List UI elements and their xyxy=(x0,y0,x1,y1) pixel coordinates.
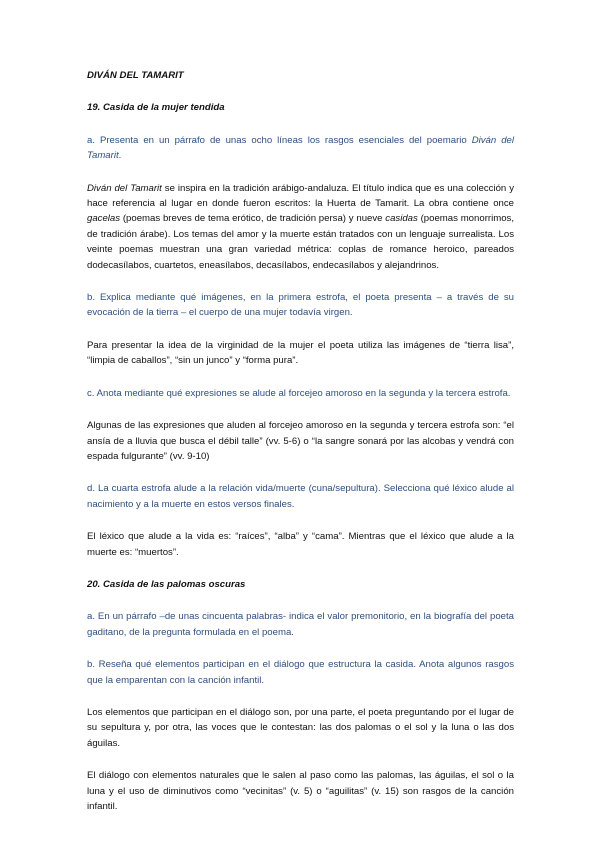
question-2b: b. Reseña qué elementos participan en el diálogo que estructura la casida. Anota algunos rasgos que la emparentan con la canción infantil. xyxy=(87,659,514,686)
text-run: (poemas breves de tema erótico, de tradición persa) y nueve xyxy=(120,213,386,225)
text-run: (poemas monorrimos, de tradición árabe). Los temas del amor y la muerte están tratados con un lenguaje surrealista. Los veinte poemas muestran una gran variedad métrica: coplas de romance heroico, pareados dodecasílabos, cuartetos, eneasílabos, decasílabos, endecasílabos y alejandrinos. xyxy=(87,213,515,271)
question-2a: a. En un párrafo –de unas cincuenta palabras- indica el valor premonitorio, en la biografía del poeta gaditano, de la pregunta formulada en el poema. xyxy=(87,611,514,638)
answer-2b-part2: El diálogo con elementos naturales que le salen al paso como las palomas, las águilas, el sol o la luna y el uso de diminutivos como “vecinitas” (v. 5) o “aguilitas” (v. 15) son rasgos de la canción infantil. xyxy=(87,770,514,812)
italic-title-run: Diván del Tamarit xyxy=(87,182,162,194)
answer-a xyxy=(87,181,514,273)
section-heading-19: 19. Casida de la mujer tendida xyxy=(87,102,225,114)
answer-b: Para presentar la idea de la virginidad de la mujer el poeta utiliza las imágenes de “tierra lisa”, “limpia de caballos”, “sin un junco” y “forma pura”. xyxy=(87,339,514,367)
answer-2b-part1: Los elementos que participan en el diálogo son, por una parte, el poeta preguntando por el lugar de su sepultura y, por otra, las voces que le contestan: las dos palomas o el sol y la luna o las dos águilas. xyxy=(87,706,514,749)
answer-d: El léxico que alude a la vida es: “raíces”, “alba” y “cama”. Mientras que el léxico que alude a la muerte es: “muertos”. xyxy=(87,531,514,558)
text-run: . xyxy=(118,150,122,162)
text-run: a. Presenta en un párrafo de unas ocho líneas los rasgos esenciales del poemario xyxy=(87,134,472,146)
text-run: se inspira en la tradición arábigo-andaluza. El título indica que es una colección y hace referencia al lugar en donde fueron escritos: la Huerta de Tamarit. La obra contiene once xyxy=(87,182,514,210)
section-heading-20: 20. Casida de las palomas oscuras xyxy=(87,578,246,590)
italic-title-run: Diván del Tamarit xyxy=(87,134,514,162)
answer-c: Algunas de las expresiones que aluden al forcejeo amoroso en la segunda y tercera estrofa son: “el ansía de a lluvia que busca el débil talle” (vv. 5-6) o “la sangre sonará por las alcobas y vendrá con espada fulgurante” (vv. 9-10) xyxy=(87,420,514,462)
question-c: c. Anota mediante qué expresiones se alude al forcejeo amoroso en la segunda y la tercera estrofa. xyxy=(87,387,511,399)
question-d: d. La cuarta estrofa alude a la relación vida/muerte (cuna/sepultura). Selecciona qué léxico alude al nacimiento y a la muerte en estos versos finales. xyxy=(87,483,514,510)
italic-title-run: casidas xyxy=(385,213,418,225)
question-a xyxy=(87,133,514,164)
document-title: DIVÁN DEL TAMARIT xyxy=(87,70,184,81)
italic-title-run: gacelas xyxy=(87,213,121,225)
question-b: b. Explica mediante qué imágenes, en la primera estrofa, el poeta presenta – a través de su evocación de la tierra – el cuerpo de una mujer todavía virgen. xyxy=(87,292,514,319)
